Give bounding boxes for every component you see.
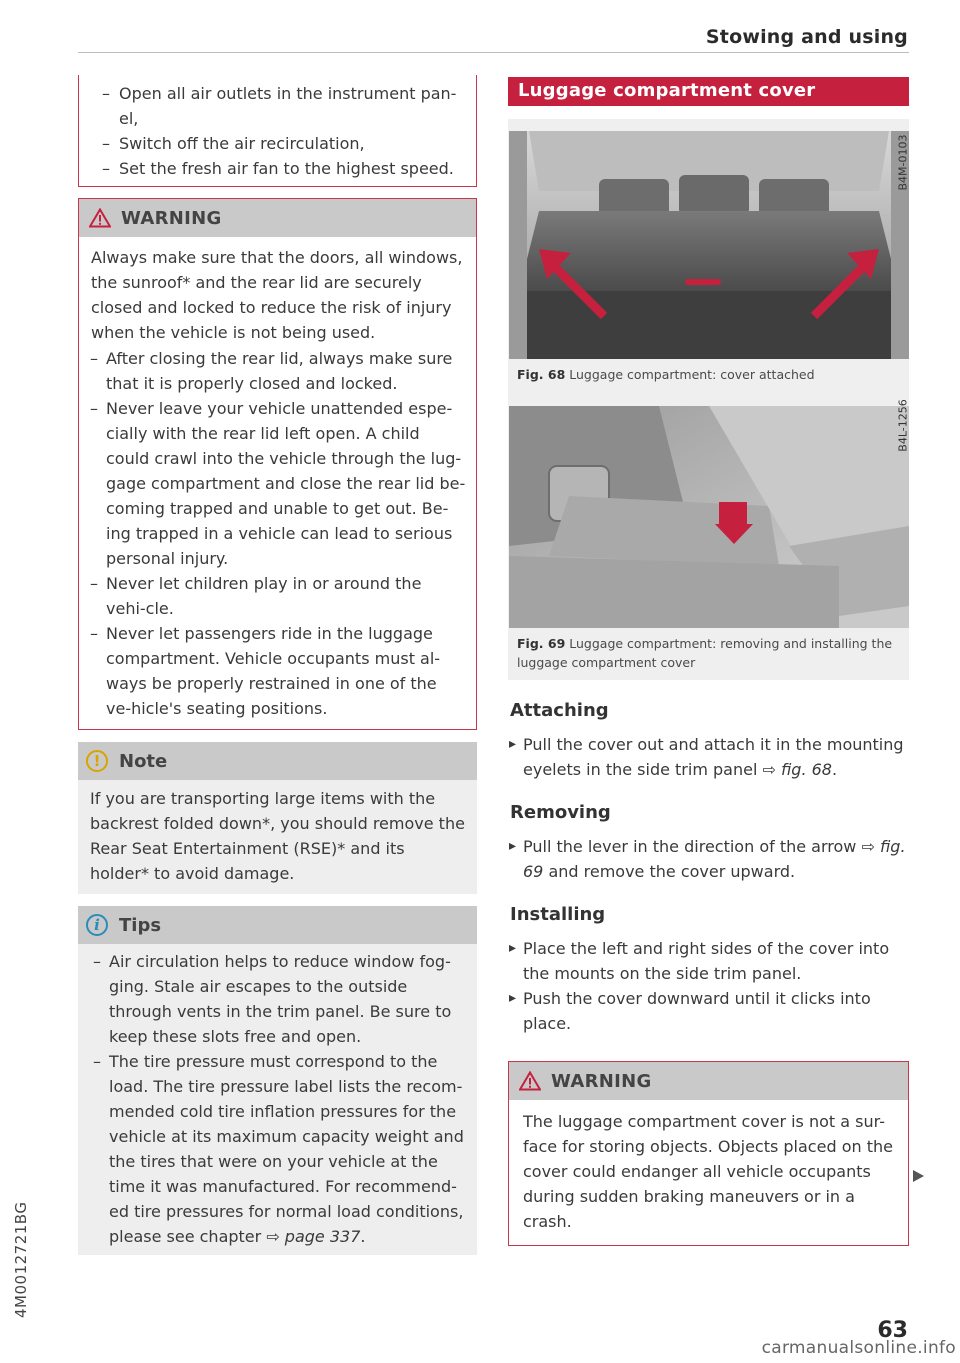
list-item: – Never let passengers ride in the luggage compartment. Vehicle occupants must al-ways be properly restrained in one of the ve-hicle's seating positions. [79,621,466,721]
list-item: – After closing the rear lid, always make sure that it is properly closed and locked. [79,346,466,396]
step-item [508,732,909,782]
warning-box [78,198,477,730]
figure-label: Fig. 69 [517,636,566,651]
list-item: – Air circulation helps to reduce window fog-ging. Stale air escapes to the outside through vents in the trim panel. Be sure to keep these slots free and open. [82,949,469,1049]
warning-list [79,346,466,721]
figure-code-68: B4M-0103 [896,134,910,190]
tips-title: Tips [119,914,162,936]
tips-list [82,949,469,1249]
attaching-steps [508,732,909,782]
tips-item-end: . [360,1227,366,1246]
list-item: – Open all air outlets in the instrument pan-el, [91,81,464,131]
warning-box [508,1061,909,1246]
warning-triangle-icon [519,1071,541,1091]
figure-code-68-wrap [893,122,913,202]
page-number: 63 [877,1318,908,1343]
figure-label: Fig. 68 [517,367,566,382]
warning-header [509,1062,908,1100]
warning-intro: Always make sure that the doors, all windows, the sunroof* and the rear lid are securely closed and locked to reduce the risk of injury when the vehicle is not being used. [91,248,463,342]
left-column [78,75,477,1255]
note-body [78,780,477,894]
warning-title: WARNING [551,1070,652,1092]
warning-body [509,1100,908,1245]
figure-caption-text: Luggage compartment: removing and installing the luggage compartment cover [517,636,893,670]
note-title: Note [119,750,168,772]
figure-caption [508,359,909,392]
continued-list [91,81,464,181]
installing-steps [508,936,909,1036]
page-reference-link[interactable]: ⇨ page 337 [266,1227,361,1246]
note-text: If you are transporting large items with the backrest folded down*, you should remove the Rear Seat Entertainment (RSE)* and its holder* to avoid damage. [90,789,465,883]
watermark: carmanualsonline.info [761,1338,956,1358]
tips-body [78,944,477,1255]
figure-code-69: B4L-1256 [896,398,910,452]
warning-body [79,237,476,729]
figure-caption [508,628,909,680]
tips-item-text: The tire pressure must correspond to the load. The tire pressure label lists the recom-mended cold tire inflation pressures for the vehicle at its maximum capacity weight and the tires that were on your vehicle at the time it was manufactured. For recommend-ed tire pressures for normal load conditions, please see chapter [109,1052,464,1246]
luggage-cover-lever-image [509,406,909,628]
header-divider [78,52,909,53]
warning-header [79,199,476,237]
luggage-cover-attached-image [509,131,909,359]
step-end: . [831,760,838,779]
installing-heading: Installing [510,904,606,925]
note-header [78,742,477,780]
step-item: ▸ Push the cover downward until it clicks into place. [508,986,909,1036]
figure-caption-text: Luggage compartment: cover attached [569,367,815,382]
attaching-heading: Attaching [510,700,609,721]
removing-heading: Removing [510,802,611,823]
step-text: Pull the cover out and attach it in the mounting eyelets in the side trim panel [523,735,904,779]
list-item: – Never let children play in or around the vehi-cle. [79,571,466,621]
figure-68 [508,119,909,392]
figure-reference-link[interactable]: ⇨ fig. 68 [762,760,832,779]
tips-box [78,906,477,1255]
continued-instruction-box [78,75,477,187]
figure-code-69-wrap [893,385,913,465]
figure-reference-link[interactable]: ⇨ fig. 69 [523,837,906,881]
figure-69 [508,392,909,680]
step-item [508,834,909,884]
exclamation-circle-icon: ! [86,750,108,772]
warning-text: The luggage compartment cover is not a sur-face for storing objects. Objects placed on the cover could endanger all vehicle occupants during sudden braking maneuvers or in a crash. [523,1112,893,1231]
right-column [508,77,909,1246]
info-circle-icon: i [86,914,108,936]
continue-arrow-icon [913,1170,924,1182]
step-item: ▸ Place the left and right sides of the cover into the mounts on the side trim panel. [508,936,909,986]
list-item: – Never leave your vehicle unattended espe-cially with the rear lid left open. A child could crawl into the vehicle through the lug-gage compartment and close the rear lid be-coming trapped and unable to get out. Be-ing trapped in a vehicle can lead to serious personal injury. [79,396,466,571]
list-item [82,1049,469,1249]
list-item: – Set the fresh air fan to the highest speed. [91,156,464,181]
page-section-title: Stowing and using [705,26,908,48]
tips-header [78,906,477,944]
note-box [78,742,477,894]
removing-steps [508,834,909,884]
section-title: Luggage compartment cover [508,77,909,106]
warning-triangle-icon [89,208,111,228]
warning-title: WARNING [121,207,222,229]
document-code: 4M0012721BG [12,1201,30,1318]
step-end: and remove the cover upward. [543,862,796,881]
list-item: – Switch off the air recirculation, [91,131,464,156]
step-text: Pull the lever in the direction of the arrow [523,837,862,856]
